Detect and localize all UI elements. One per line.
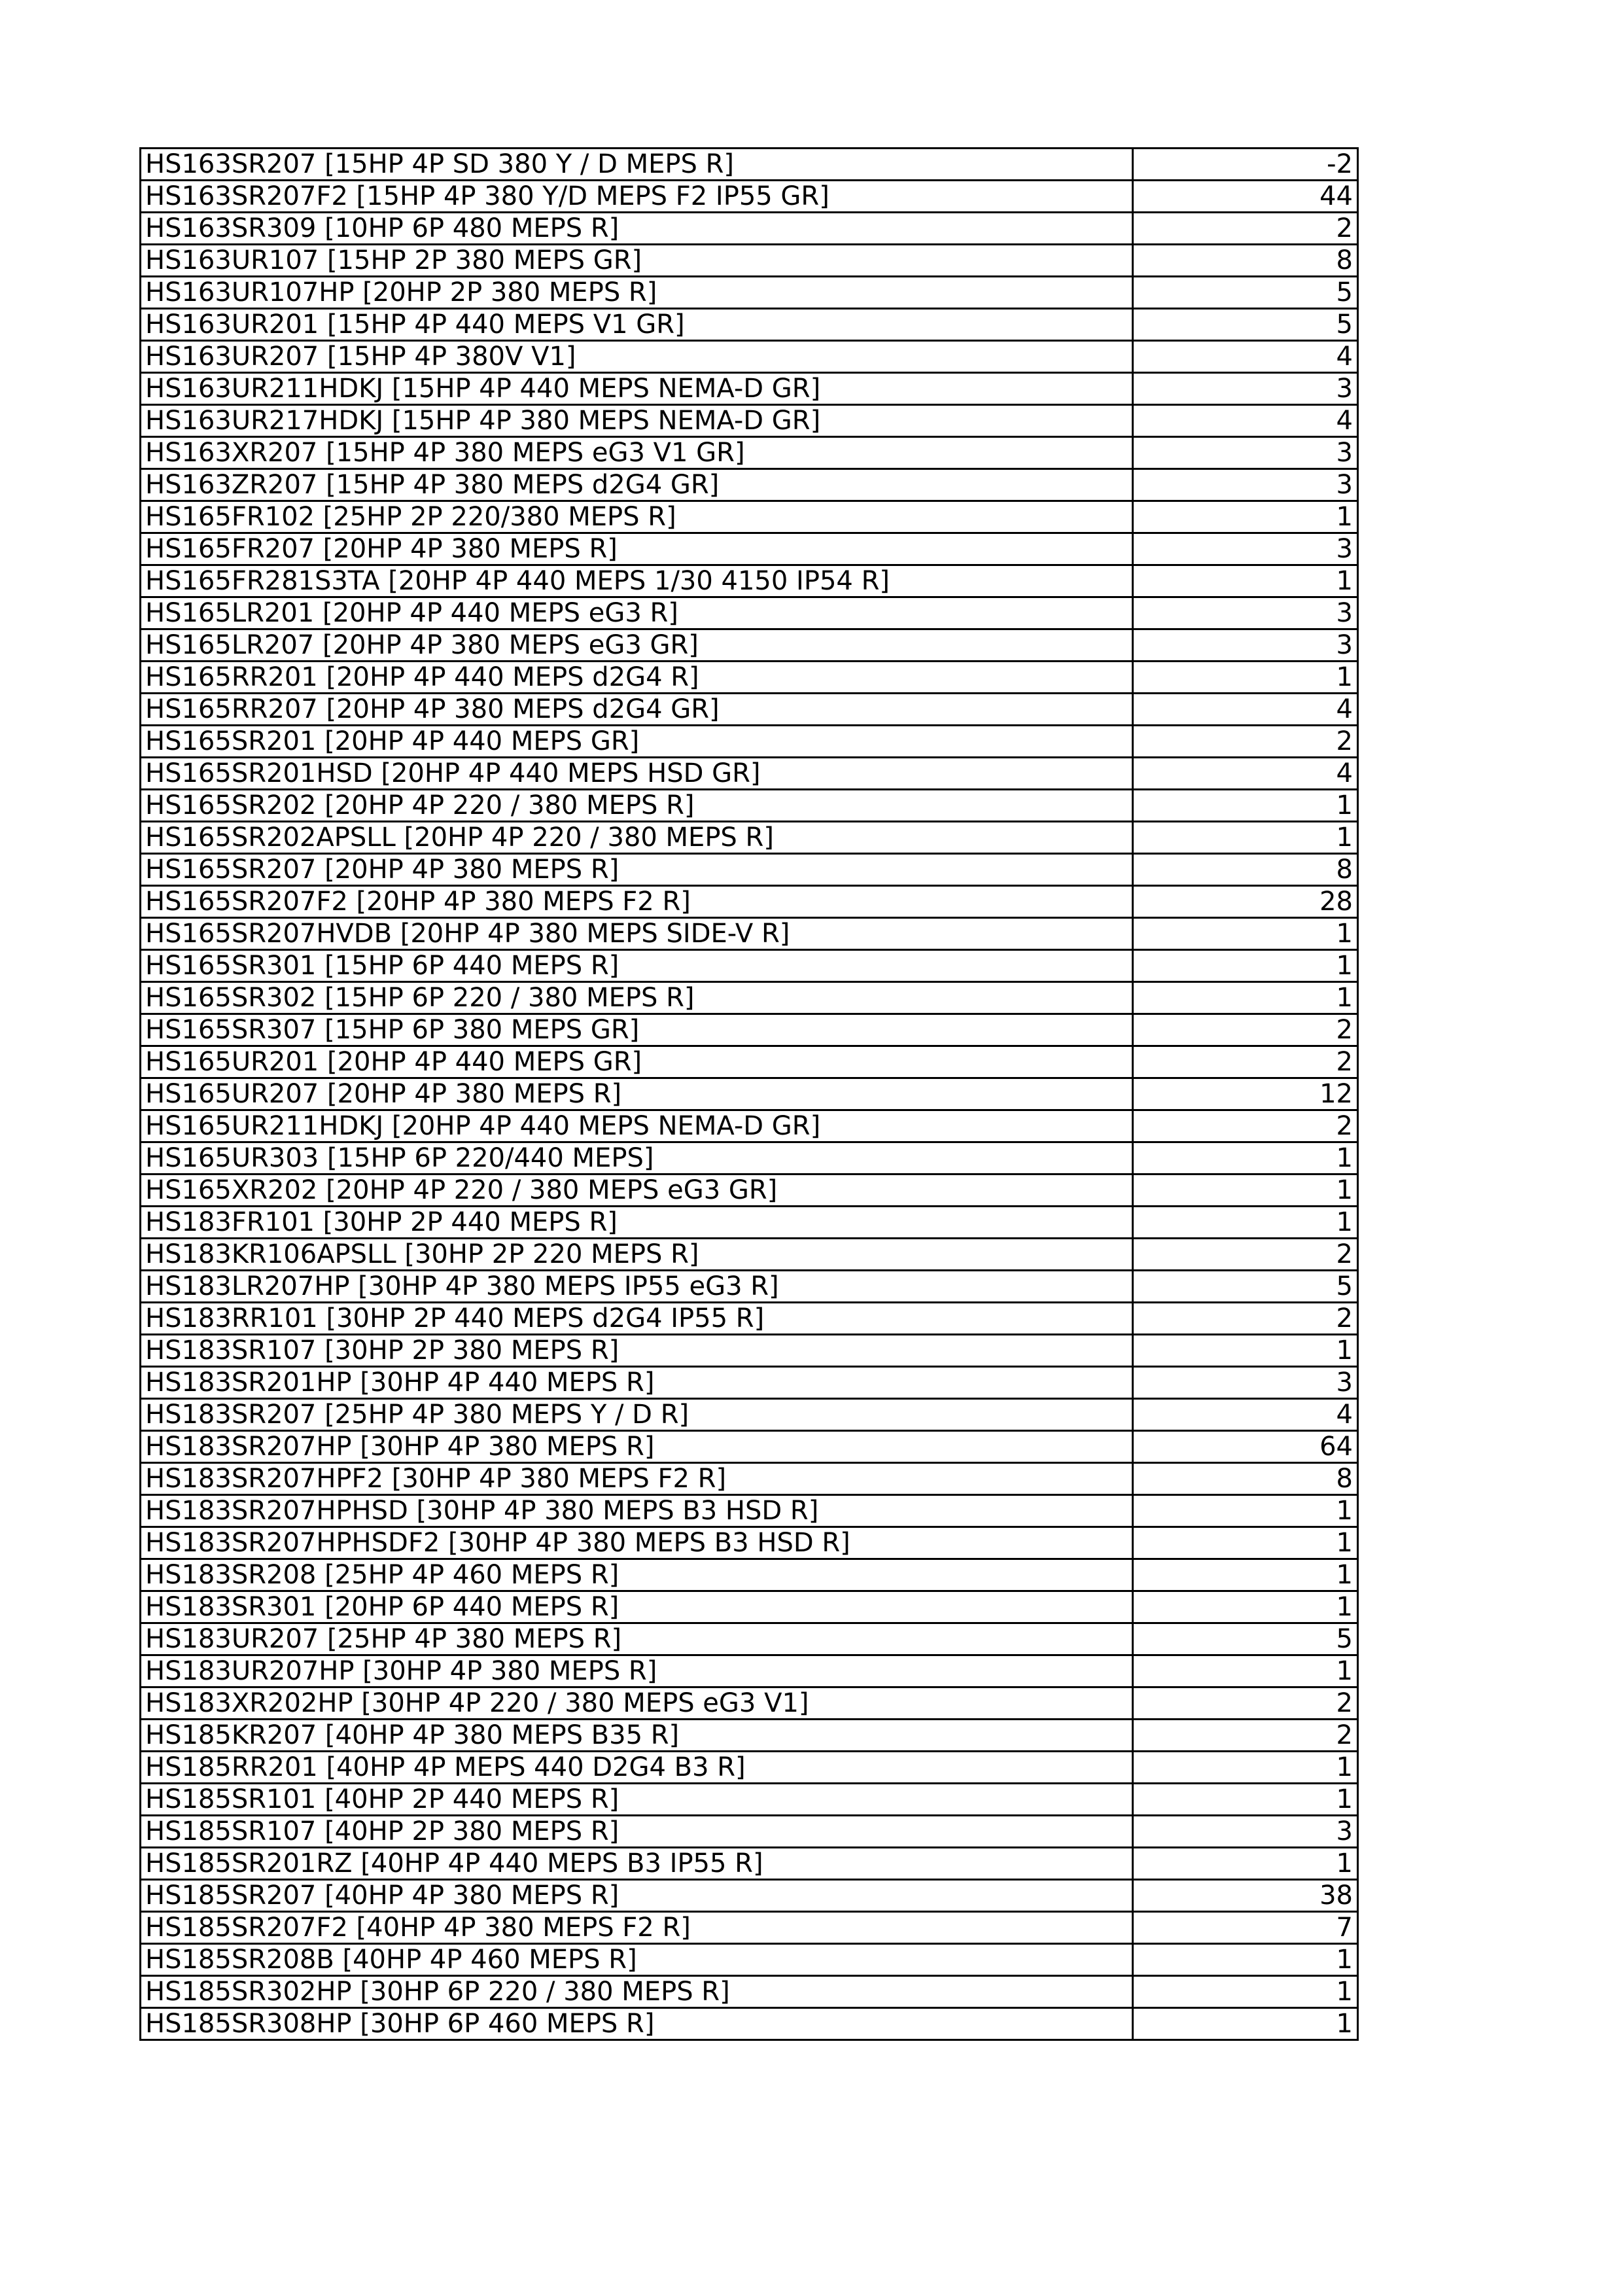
table-row: [141, 533, 1358, 565]
product-description-cell: HS165SR201 [20HP 4P 440 MEPS GR]: [141, 726, 1133, 758]
table-row: [141, 1495, 1358, 1527]
table-row: [141, 149, 1358, 181]
product-description-cell: HS163SR207F2 [15HP 4P 380 Y/D MEPS F2 IP55 GR]: [141, 181, 1133, 213]
quantity-cell: 3: [1133, 629, 1358, 662]
product-description-cell: HS165SR207F2 [20HP 4P 380 MEPS F2 R]: [141, 886, 1133, 918]
quantity-cell: 1: [1133, 1142, 1358, 1174]
quantity-cell: 1: [1133, 662, 1358, 694]
product-description-cell: HS165SR202 [20HP 4P 220 / 380 MEPS R]: [141, 790, 1133, 822]
quantity-cell: 8: [1133, 854, 1358, 886]
table-row: [141, 1046, 1358, 1078]
quantity-cell: 1: [1133, 1752, 1358, 1784]
product-description-cell: HS185SR207 [40HP 4P 380 MEPS R]: [141, 1880, 1133, 1912]
product-description-cell: HS185SR201RZ [40HP 4P 440 MEPS B3 IP55 R]: [141, 1848, 1133, 1880]
product-description-cell: HS183XR202HP [30HP 4P 220 / 380 MEPS eG3 V1]: [141, 1687, 1133, 1720]
quantity-cell: 1: [1133, 1559, 1358, 1591]
table-row: [141, 982, 1358, 1014]
product-description-cell: HS163XR207 [15HP 4P 380 MEPS eG3 V1 GR]: [141, 437, 1133, 469]
quantity-cell: 3: [1133, 597, 1358, 629]
table-row: [141, 822, 1358, 854]
product-description-cell: HS165SR207HVDB [20HP 4P 380 MEPS SIDE-V R]: [141, 918, 1133, 950]
quantity-cell: 1: [1133, 950, 1358, 982]
table-row: [141, 1720, 1358, 1752]
quantity-cell: 5: [1133, 1623, 1358, 1655]
product-description-cell: HS183SR207HPHSD [30HP 4P 380 MEPS B3 HSD R]: [141, 1495, 1133, 1527]
product-description-cell: HS183SR207HPHSDF2 [30HP 4P 380 MEPS B3 HSD R]: [141, 1527, 1133, 1559]
table-row: [141, 1014, 1358, 1046]
quantity-cell: 1: [1133, 2008, 1358, 2040]
product-description-cell: HS165UR211HDKJ [20HP 4P 440 MEPS NEMA-D GR]: [141, 1110, 1133, 1142]
product-description-cell: HS163UR217HDKJ [15HP 4P 380 MEPS NEMA-D GR]: [141, 405, 1133, 437]
table-row: [141, 277, 1358, 309]
quantity-cell: 3: [1133, 437, 1358, 469]
quantity-cell: 5: [1133, 309, 1358, 341]
quantity-cell: 5: [1133, 277, 1358, 309]
product-description-cell: HS163UR201 [15HP 4P 440 MEPS V1 GR]: [141, 309, 1133, 341]
quantity-cell: 1: [1133, 565, 1358, 597]
quantity-cell: 4: [1133, 405, 1358, 437]
product-description-cell: HS165FR102 [25HP 2P 220/380 MEPS R]: [141, 501, 1133, 533]
product-description-cell: HS165XR202 [20HP 4P 220 / 380 MEPS eG3 GR]: [141, 1174, 1133, 1207]
product-description-cell: HS165LR207 [20HP 4P 380 MEPS eG3 GR]: [141, 629, 1133, 662]
product-description-cell: HS165SR201HSD [20HP 4P 440 MEPS HSD GR]: [141, 758, 1133, 790]
quantity-cell: 28: [1133, 886, 1358, 918]
quantity-cell: 4: [1133, 1399, 1358, 1431]
quantity-cell: 1: [1133, 1591, 1358, 1623]
table-row: [141, 469, 1358, 501]
product-description-cell: HS185SR308HP [30HP 6P 460 MEPS R]: [141, 2008, 1133, 2040]
table-row: [141, 758, 1358, 790]
table-row: [141, 1271, 1358, 1303]
product-description-cell: HS185KR207 [40HP 4P 380 MEPS B35 R]: [141, 1720, 1133, 1752]
quantity-cell: 2: [1133, 1303, 1358, 1335]
table-row: [141, 341, 1358, 373]
quantity-cell: 1: [1133, 918, 1358, 950]
table-row: [141, 1976, 1358, 2008]
product-description-cell: HS165SR307 [15HP 6P 380 MEPS GR]: [141, 1014, 1133, 1046]
table-row: [141, 1399, 1358, 1431]
quantity-cell: 1: [1133, 501, 1358, 533]
quantity-cell: 8: [1133, 1463, 1358, 1495]
table-row: [141, 245, 1358, 277]
quantity-cell: 12: [1133, 1078, 1358, 1110]
table-row: [141, 1463, 1358, 1495]
product-description-cell: HS165RR207 [20HP 4P 380 MEPS d2G4 GR]: [141, 694, 1133, 726]
table-row: [141, 1944, 1358, 1976]
table-row: [141, 1207, 1358, 1239]
product-description-cell: HS165SR202APSLL [20HP 4P 220 / 380 MEPS R]: [141, 822, 1133, 854]
table-row: [141, 1655, 1358, 1687]
quantity-cell: 3: [1133, 533, 1358, 565]
quantity-cell: 1: [1133, 982, 1358, 1014]
quantity-cell: 7: [1133, 1912, 1358, 1944]
quantity-cell: 8: [1133, 245, 1358, 277]
product-description-cell: HS183LR207HP [30HP 4P 380 MEPS IP55 eG3 R]: [141, 1271, 1133, 1303]
table-row: [141, 854, 1358, 886]
table-row: [141, 437, 1358, 469]
quantity-cell: 38: [1133, 1880, 1358, 1912]
product-description-cell: HS163UR107HP [20HP 2P 380 MEPS R]: [141, 277, 1133, 309]
quantity-cell: 1: [1133, 1944, 1358, 1976]
product-description-cell: HS165SR207 [20HP 4P 380 MEPS R]: [141, 854, 1133, 886]
product-description-cell: HS185SR207F2 [40HP 4P 380 MEPS F2 R]: [141, 1912, 1133, 1944]
table-row: [141, 950, 1358, 982]
quantity-cell: 4: [1133, 694, 1358, 726]
table-row: [141, 2008, 1358, 2040]
product-description-cell: HS185SR208B [40HP 4P 460 MEPS R]: [141, 1944, 1133, 1976]
table-row: [141, 1816, 1358, 1848]
product-description-cell: HS183FR101 [30HP 2P 440 MEPS R]: [141, 1207, 1133, 1239]
quantity-cell: 5: [1133, 1271, 1358, 1303]
quantity-cell: 1: [1133, 1848, 1358, 1880]
product-description-cell: HS163UR107 [15HP 2P 380 MEPS GR]: [141, 245, 1133, 277]
quantity-cell: 1: [1133, 1174, 1358, 1207]
quantity-cell: 2: [1133, 1239, 1358, 1271]
quantity-cell: 44: [1133, 181, 1358, 213]
table-row: [141, 1239, 1358, 1271]
table-row: [141, 629, 1358, 662]
product-description-cell: HS183RR101 [30HP 2P 440 MEPS d2G4 IP55 R]: [141, 1303, 1133, 1335]
quantity-cell: 1: [1133, 1495, 1358, 1527]
product-description-cell: HS165FR281S3TA [20HP 4P 440 MEPS 1/30 4150 IP54 R]: [141, 565, 1133, 597]
product-description-cell: HS165LR201 [20HP 4P 440 MEPS eG3 R]: [141, 597, 1133, 629]
quantity-cell: 2: [1133, 1687, 1358, 1720]
table-row: [141, 1303, 1358, 1335]
product-description-cell: HS183SR201HP [30HP 4P 440 MEPS R]: [141, 1367, 1133, 1399]
table-row: [141, 1431, 1358, 1463]
table-row: [141, 309, 1358, 341]
product-description-cell: HS163SR207 [15HP 4P SD 380 Y / D MEPS R]: [141, 149, 1133, 181]
quantity-cell: 4: [1133, 758, 1358, 790]
inventory-table-body: [141, 149, 1358, 2040]
product-description-cell: HS183SR107 [30HP 2P 380 MEPS R]: [141, 1335, 1133, 1367]
table-row: [141, 1559, 1358, 1591]
product-description-cell: HS183UR207 [25HP 4P 380 MEPS R]: [141, 1623, 1133, 1655]
quantity-cell: 1: [1133, 1784, 1358, 1816]
table-row: [141, 1367, 1358, 1399]
product-description-cell: HS185SR302HP [30HP 6P 220 / 380 MEPS R]: [141, 1976, 1133, 2008]
table-row: [141, 694, 1358, 726]
product-description-cell: HS165UR303 [15HP 6P 220/440 MEPS]: [141, 1142, 1133, 1174]
product-description-cell: HS183KR106APSLL [30HP 2P 220 MEPS R]: [141, 1239, 1133, 1271]
quantity-cell: 3: [1133, 469, 1358, 501]
table-row: [141, 213, 1358, 245]
table-row: [141, 662, 1358, 694]
table-row: [141, 181, 1358, 213]
table-row: [141, 1623, 1358, 1655]
inventory-table: [139, 147, 1359, 2041]
quantity-cell: 1: [1133, 822, 1358, 854]
product-description-cell: HS183SR207 [25HP 4P 380 MEPS Y / D R]: [141, 1399, 1133, 1431]
quantity-cell: 2: [1133, 1110, 1358, 1142]
quantity-cell: 64: [1133, 1431, 1358, 1463]
table-row: [141, 1078, 1358, 1110]
quantity-cell: 1: [1133, 1207, 1358, 1239]
product-description-cell: HS183SR208 [25HP 4P 460 MEPS R]: [141, 1559, 1133, 1591]
table-row: [141, 1784, 1358, 1816]
product-description-cell: HS163UR207 [15HP 4P 380V V1]: [141, 341, 1133, 373]
table-row: [141, 726, 1358, 758]
table-row: [141, 1527, 1358, 1559]
table-row: [141, 1110, 1358, 1142]
quantity-cell: 3: [1133, 1816, 1358, 1848]
product-description-cell: HS183UR207HP [30HP 4P 380 MEPS R]: [141, 1655, 1133, 1687]
quantity-cell: 3: [1133, 1367, 1358, 1399]
quantity-cell: 1: [1133, 790, 1358, 822]
product-description-cell: HS163ZR207 [15HP 4P 380 MEPS d2G4 GR]: [141, 469, 1133, 501]
product-description-cell: HS165RR201 [20HP 4P 440 MEPS d2G4 R]: [141, 662, 1133, 694]
table-row: [141, 1687, 1358, 1720]
product-description-cell: HS165SR301 [15HP 6P 440 MEPS R]: [141, 950, 1133, 982]
quantity-cell: 3: [1133, 373, 1358, 405]
product-description-cell: HS183SR207HP [30HP 4P 380 MEPS R]: [141, 1431, 1133, 1463]
table-row: [141, 597, 1358, 629]
quantity-cell: 4: [1133, 341, 1358, 373]
quantity-cell: 2: [1133, 1720, 1358, 1752]
product-description-cell: HS165SR302 [15HP 6P 220 / 380 MEPS R]: [141, 982, 1133, 1014]
quantity-cell: -2: [1133, 149, 1358, 181]
product-description-cell: HS165UR207 [20HP 4P 380 MEPS R]: [141, 1078, 1133, 1110]
product-description-cell: HS183SR207HPF2 [30HP 4P 380 MEPS F2 R]: [141, 1463, 1133, 1495]
table-row: [141, 886, 1358, 918]
table-row: [141, 1880, 1358, 1912]
product-description-cell: HS185SR107 [40HP 2P 380 MEPS R]: [141, 1816, 1133, 1848]
table-row: [141, 1335, 1358, 1367]
quantity-cell: 2: [1133, 1014, 1358, 1046]
quantity-cell: 2: [1133, 1046, 1358, 1078]
product-description-cell: HS165UR201 [20HP 4P 440 MEPS GR]: [141, 1046, 1133, 1078]
quantity-cell: 2: [1133, 213, 1358, 245]
table-row: [141, 405, 1358, 437]
table-row: [141, 1912, 1358, 1944]
product-description-cell: HS183SR301 [20HP 6P 440 MEPS R]: [141, 1591, 1133, 1623]
quantity-cell: 1: [1133, 1527, 1358, 1559]
table-row: [141, 1174, 1358, 1207]
table-row: [141, 1848, 1358, 1880]
table-row: [141, 501, 1358, 533]
table-row: [141, 918, 1358, 950]
product-description-cell: HS185RR201 [40HP 4P MEPS 440 D2G4 B3 R]: [141, 1752, 1133, 1784]
product-description-cell: HS163UR211HDKJ [15HP 4P 440 MEPS NEMA-D GR]: [141, 373, 1133, 405]
table-row: [141, 1142, 1358, 1174]
table-row: [141, 1591, 1358, 1623]
product-description-cell: HS165FR207 [20HP 4P 380 MEPS R]: [141, 533, 1133, 565]
product-description-cell: HS185SR101 [40HP 2P 440 MEPS R]: [141, 1784, 1133, 1816]
product-description-cell: HS163SR309 [10HP 6P 480 MEPS R]: [141, 213, 1133, 245]
quantity-cell: 1: [1133, 1976, 1358, 2008]
table-row: [141, 1752, 1358, 1784]
quantity-cell: 1: [1133, 1655, 1358, 1687]
quantity-cell: 1: [1133, 1335, 1358, 1367]
quantity-cell: 2: [1133, 726, 1358, 758]
table-row: [141, 565, 1358, 597]
table-row: [141, 790, 1358, 822]
table-row: [141, 373, 1358, 405]
